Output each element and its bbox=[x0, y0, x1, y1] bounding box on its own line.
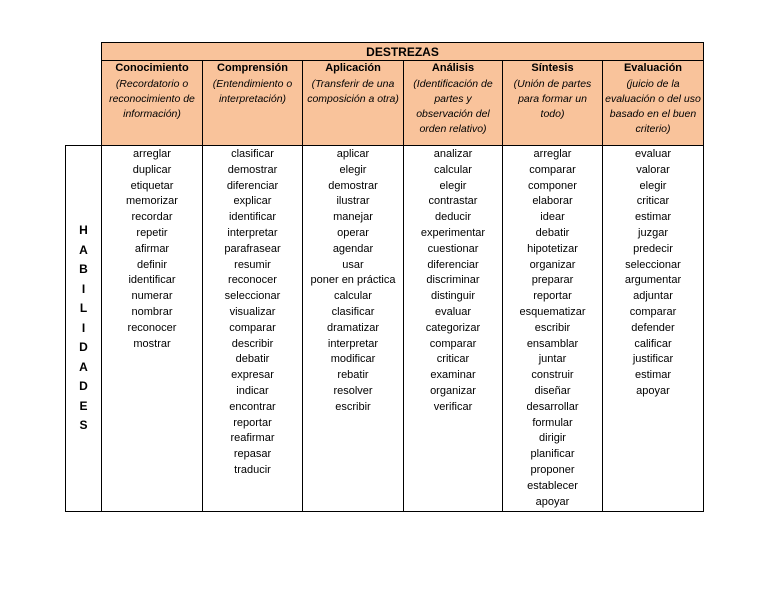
side-label-letter: A bbox=[79, 359, 88, 374]
skill-item: argumentar bbox=[624, 274, 682, 287]
skill-item: diferenciar bbox=[427, 258, 479, 271]
side-label-letter: I bbox=[81, 320, 86, 335]
skill-item: demostrar bbox=[227, 163, 278, 176]
skill-item: reportar bbox=[233, 416, 272, 429]
skill-item: distinguir bbox=[430, 290, 476, 303]
skill-item: seleccionar bbox=[224, 290, 281, 303]
skill-item: definir bbox=[137, 258, 167, 271]
skill-item: organizar bbox=[529, 258, 576, 271]
skill-item: analizar bbox=[433, 148, 473, 160]
skill-item: describir bbox=[231, 337, 274, 350]
skill-item: contrastar bbox=[428, 195, 478, 208]
table-title: DESTREZAS bbox=[102, 43, 704, 61]
skill-item: interpretar bbox=[227, 226, 278, 239]
side-label-letter: I bbox=[81, 281, 86, 296]
category-name: Análisis bbox=[431, 62, 475, 74]
skill-item: traducir bbox=[234, 463, 271, 476]
skill-item: elegir bbox=[639, 179, 667, 192]
side-label-letter: L bbox=[79, 301, 88, 316]
skill-item: comparar bbox=[229, 321, 276, 334]
category-name: Aplicación bbox=[325, 62, 381, 74]
skill-item: ilustrar bbox=[336, 195, 370, 208]
category-header-conocimiento bbox=[102, 61, 203, 146]
skill-item: reconocer bbox=[228, 274, 277, 287]
skill-item: criticar bbox=[636, 195, 670, 208]
skill-item: establecer bbox=[527, 479, 578, 492]
skill-item: afirmar bbox=[134, 242, 170, 255]
skill-item: identificar bbox=[128, 274, 176, 287]
skill-item: clasificar bbox=[231, 148, 274, 160]
skill-item: memorizar bbox=[126, 195, 178, 208]
skill-item: usar bbox=[342, 258, 364, 271]
skill-item: verificar bbox=[433, 400, 473, 413]
skill-item: etiquetar bbox=[130, 179, 174, 192]
skill-item: aplicar bbox=[336, 148, 370, 160]
side-label-letter: B bbox=[79, 262, 88, 277]
category-description: (Transferir de una composición a otra) bbox=[307, 78, 399, 105]
category-description: (Entendimiento o interpretación) bbox=[212, 78, 293, 105]
skill-item: repetir bbox=[136, 226, 168, 239]
skill-item: repasar bbox=[233, 448, 272, 461]
skill-item: cuestionar bbox=[427, 242, 479, 255]
skill-item: arreglar bbox=[133, 148, 171, 160]
skill-item: desarrollar bbox=[526, 400, 579, 413]
category-name: Conocimiento bbox=[115, 62, 189, 74]
skill-item: hipotetizar bbox=[527, 242, 578, 255]
skill-item: resolver bbox=[333, 384, 373, 397]
side-label-letter: D bbox=[79, 340, 88, 355]
skill-item: juzgar bbox=[638, 226, 668, 239]
skill-item: estimar bbox=[634, 369, 672, 382]
skill-item: elegir bbox=[439, 179, 467, 192]
skill-item: manejar bbox=[333, 211, 373, 224]
skill-item: reafirmar bbox=[230, 432, 275, 445]
category-name: Síntesis bbox=[531, 62, 574, 74]
category-header-analisis bbox=[404, 61, 503, 146]
skill-item: evaluar bbox=[434, 305, 472, 318]
skill-item: defender bbox=[631, 321, 675, 334]
skill-item: comparar bbox=[629, 305, 677, 318]
category-description: (Identificación de partes y observación del orden relativo) bbox=[413, 78, 493, 135]
skill-item: proponer bbox=[530, 463, 575, 476]
skill-item: diferenciar bbox=[226, 179, 279, 192]
blank-corner bbox=[66, 61, 102, 146]
skill-item: deducir bbox=[434, 211, 472, 224]
category-header-comprension bbox=[203, 61, 303, 146]
skill-item: categorizar bbox=[425, 321, 481, 334]
skill-item: seleccionar bbox=[625, 258, 681, 271]
category-description: (Recordatorio o reconocimiento de información) bbox=[109, 78, 195, 120]
skill-item: operar bbox=[337, 226, 369, 239]
skill-item: escribir bbox=[335, 400, 371, 413]
skill-list-evaluacion bbox=[603, 146, 704, 512]
skill-item: construir bbox=[531, 369, 574, 382]
skill-item: diseñar bbox=[534, 384, 571, 397]
skill-item: apoyar bbox=[535, 495, 570, 508]
skill-item: expresar bbox=[231, 369, 274, 382]
skill-list-sintesis bbox=[503, 146, 603, 512]
category-header-sintesis bbox=[503, 61, 603, 146]
skill-item: elegir bbox=[339, 163, 367, 176]
skill-item: escribir bbox=[534, 321, 571, 334]
skill-item: planificar bbox=[530, 448, 575, 461]
skill-item: estimar bbox=[634, 211, 672, 224]
skill-item: demostrar bbox=[328, 179, 378, 192]
side-label-letter: D bbox=[79, 379, 88, 394]
skill-item: examinar bbox=[430, 369, 476, 382]
skill-item: criticar bbox=[436, 353, 470, 366]
skill-item: explicar bbox=[233, 195, 272, 208]
skill-item: numerar bbox=[131, 290, 173, 303]
skill-item: debatir bbox=[235, 353, 270, 366]
skill-item: agendar bbox=[332, 242, 374, 255]
skill-item: juntar bbox=[538, 353, 567, 366]
skill-item: clasificar bbox=[331, 305, 375, 318]
skill-item: resumir bbox=[234, 258, 271, 271]
destrezas-table bbox=[65, 42, 704, 512]
skill-item: mostrar bbox=[133, 337, 171, 350]
skill-item: componer bbox=[528, 179, 577, 192]
side-label-letter: E bbox=[79, 398, 88, 413]
skill-item: duplicar bbox=[132, 163, 172, 176]
skill-item: calcular bbox=[334, 290, 372, 303]
skill-item: adjuntar bbox=[633, 290, 673, 303]
habilidades-side-label bbox=[66, 146, 102, 512]
skill-list-analisis bbox=[404, 146, 503, 512]
skill-item: rebatir bbox=[337, 369, 369, 382]
side-label-letter: H bbox=[79, 223, 88, 238]
skill-item: discriminar bbox=[426, 274, 480, 287]
skill-list-aplicacion bbox=[303, 146, 404, 512]
skill-item: visualizar bbox=[229, 305, 276, 318]
skill-item: valorar bbox=[636, 163, 670, 176]
skill-item: calificar bbox=[634, 337, 672, 350]
side-label-letter: S bbox=[79, 418, 88, 433]
skill-item: encontrar bbox=[229, 400, 276, 413]
skill-item: interpretar bbox=[327, 337, 379, 350]
skill-item: recordar bbox=[131, 211, 173, 224]
skill-item: formular bbox=[532, 416, 573, 429]
skill-item: reportar bbox=[533, 290, 572, 303]
skill-item: predecir bbox=[633, 242, 673, 255]
skill-item: preparar bbox=[531, 274, 574, 287]
skill-item: calcular bbox=[434, 163, 472, 176]
side-label-letter: A bbox=[79, 242, 88, 257]
skill-item: poner en práctica bbox=[310, 274, 396, 287]
skill-list-comprension bbox=[203, 146, 303, 512]
category-header-aplicacion bbox=[303, 61, 404, 146]
category-description: (juicio de la evaluación o del uso basado en el buen criterio) bbox=[605, 78, 701, 135]
skill-item: dirigir bbox=[539, 432, 566, 445]
skill-item: idear bbox=[540, 211, 565, 224]
skill-item: indicar bbox=[236, 384, 269, 397]
skill-item: apoyar bbox=[636, 384, 670, 397]
category-header-evaluacion bbox=[603, 61, 704, 146]
skill-item: arreglar bbox=[533, 148, 572, 160]
category-description: (Unión de partes para formar un todo) bbox=[513, 78, 592, 120]
category-name: Comprensión bbox=[217, 62, 288, 74]
skill-item: evaluar bbox=[634, 148, 672, 160]
skill-item: esquematizar bbox=[519, 305, 586, 318]
skill-item: nombrar bbox=[131, 305, 173, 318]
skill-list-conocimiento bbox=[102, 146, 203, 512]
skill-item: dramatizar bbox=[327, 321, 379, 334]
skill-item: modificar bbox=[330, 353, 376, 366]
blank-corner bbox=[66, 43, 102, 61]
category-name: Evaluación bbox=[623, 62, 683, 74]
skill-item: comparar bbox=[529, 163, 576, 176]
skill-item: identificar bbox=[228, 211, 277, 224]
skill-item: parafrasear bbox=[224, 242, 281, 255]
skill-item: ensamblar bbox=[526, 337, 579, 350]
skill-item: justificar bbox=[632, 353, 674, 366]
skill-item: organizar bbox=[430, 384, 476, 397]
skill-item: elaborar bbox=[532, 195, 573, 208]
skill-item: comparar bbox=[429, 337, 477, 350]
skill-item: reconocer bbox=[127, 321, 177, 334]
skill-item: debatir bbox=[535, 226, 570, 239]
skill-item: experimentar bbox=[420, 226, 486, 239]
